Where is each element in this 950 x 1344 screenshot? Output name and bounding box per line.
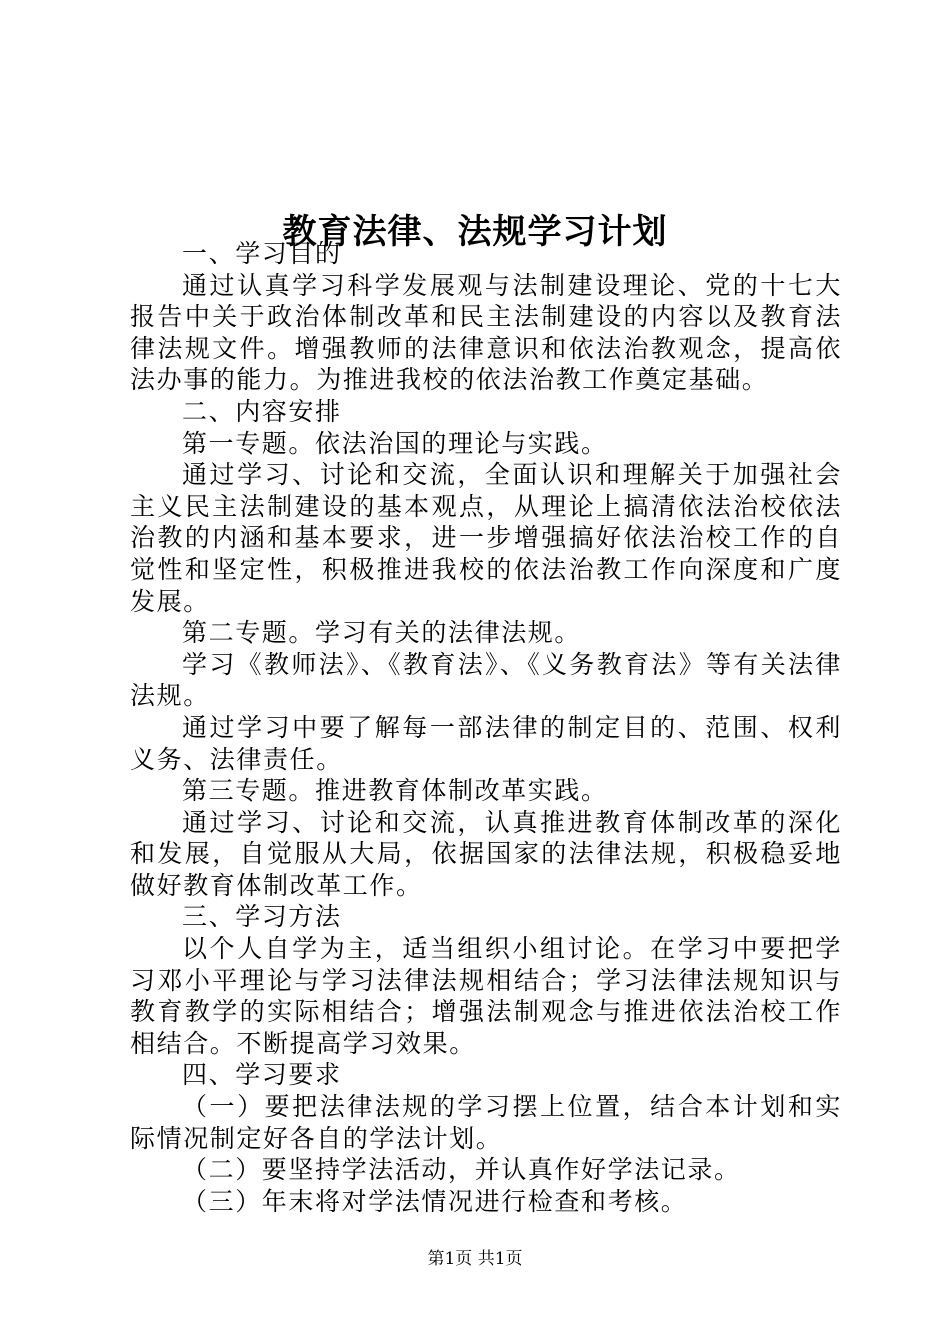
topic-2-paragraph-laws: 学习《教师法》、《教育法》、《义务教育法》等有关法律法规。 [130,649,842,711]
topic-1-paragraph: 通过学习、讨论和交流，全面认识和理解关于加强社会主义民主法制建设的基本观点，从理论上搞清依法治校依法治教的内涵和基本要求，进一步增强搞好依法治校工作的自觉性和坚定性，积极推进我校的依法治教工作向深度和广度发展。 [130,460,842,616]
requirement-3: （三）年末将对学法情况进行检查和考核。 [182,1186,688,1216]
section-heading-method: 三、学习方法 [182,902,342,932]
topic-2-paragraph-goals: 通过学习中要了解每一部法律的制定目的、范围、权利义务、法律责任。 [130,712,842,774]
topic-3-paragraph: 通过学习、讨论和交流，认真推进教育体制改革的深化和发展，自觉服从大局，依据国家的法律法规，积极稳妥地做好教育体制改革工作。 [130,807,842,900]
page-footer: 第1页 共1页 [427,1249,523,1269]
requirement-1: （一）要把法律法规的学习摆上位置，结合本计划和实际情况制定好各自的学法计划。 [130,1092,842,1153]
section-heading-requirements: 四、学习要求 [182,1060,342,1090]
document-body [130,238,842,1217]
requirement-2: （二）要坚持学法活动，并认真作好学法记录。 [182,1155,741,1185]
topic-2-heading: 第二专题。学习有关的法律法规。 [182,618,582,648]
paragraph-method: 以个人自学为主，适当组织小组讨论。在学习中要把学习邓小平理论与学习法律法规相结合；学习法律法规知识与教育教学的实际相结合；增强法制观念与推进依法治校工作相结合。不断提高学习效果。 [130,934,842,1058]
section-heading-content: 二、内容安排 [182,396,342,426]
paragraph-purpose: 通过认真学习科学发展观与法制建设理论、党的十七大报告中关于政治体制改革和民主法制建设的内容以及教育法律法规文件。增强教师的法律意识和依法治教观念，提高依法办事的能力。为推进我校的依法治教工作奠定基础。 [130,270,842,395]
topic-1-heading: 第一专题。依法治国的理论与实践。 [182,428,608,458]
section-heading-purpose: 一、学习目的 [182,239,342,268]
topic-3-heading: 第三专题。推进教育体制改革实践。 [182,776,608,806]
document-title: 教育法律、法规学习计划 [282,211,668,252]
